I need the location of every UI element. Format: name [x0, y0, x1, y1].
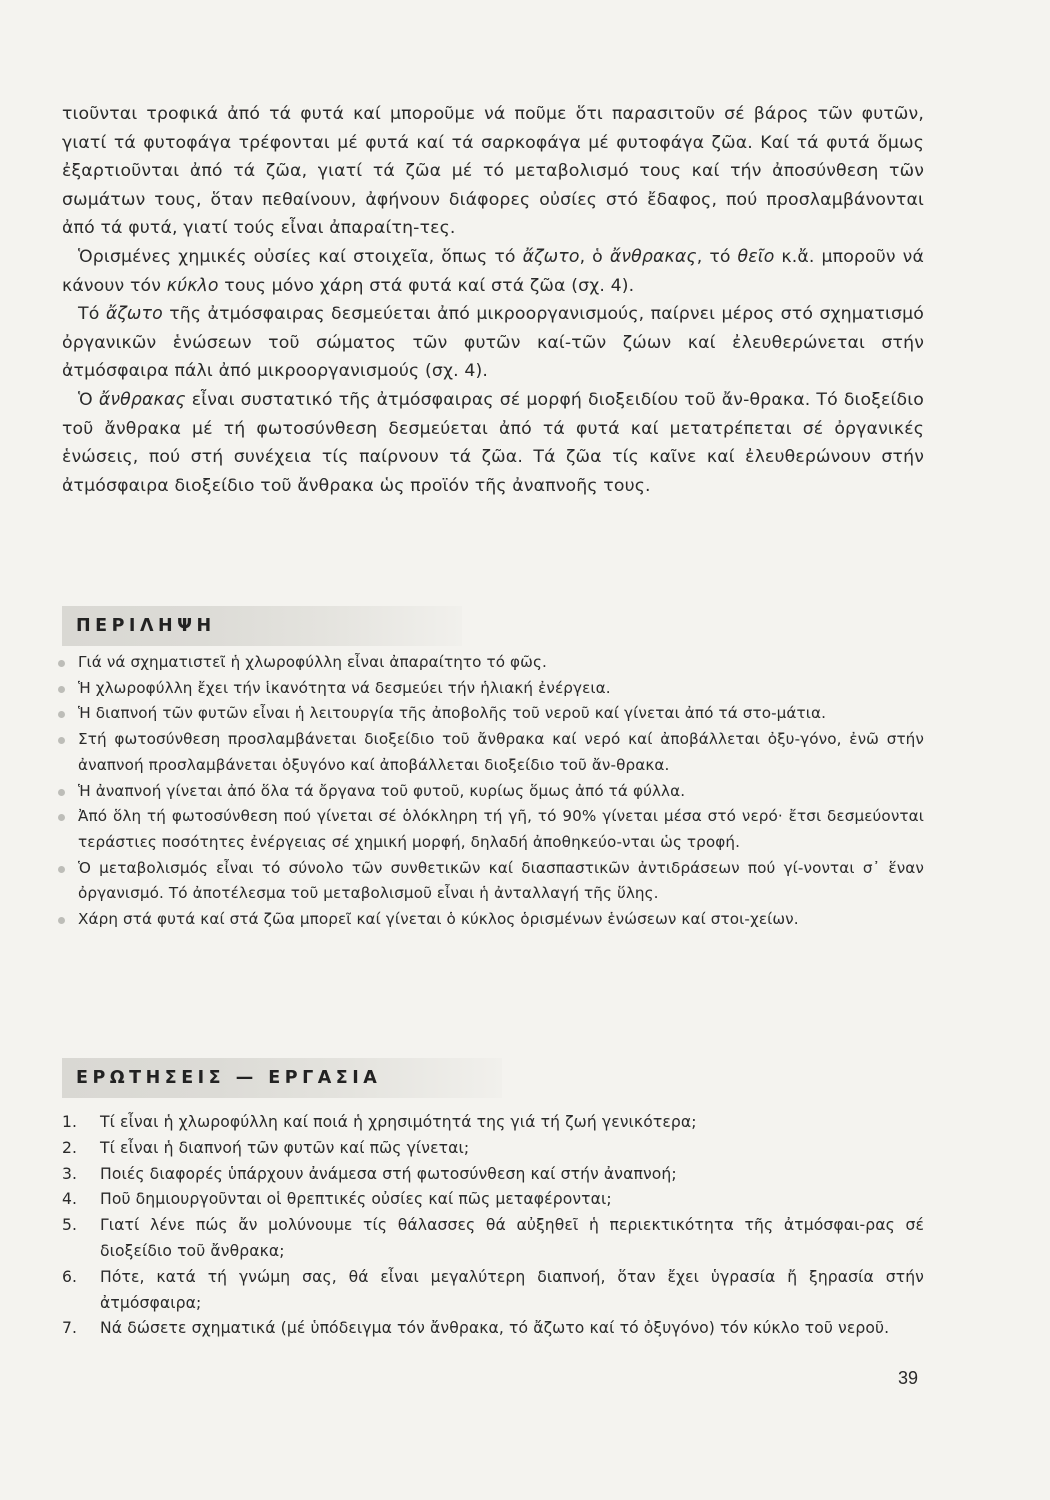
- question-text: Τί εἶναι ἡ διαπνοή τῶν φυτῶν καί πῶς γίνεται;: [100, 1138, 470, 1157]
- summary-item: [62, 779, 924, 805]
- question-text: Πότε, κατά τή γνώμη σας, θά εἶναι μεγαλύτερη διαπνοή, ὅταν ἔχει ὑγρασία ἤ ξηρασία στήν ἀτμόσφαιρα;: [100, 1267, 924, 1312]
- question-number: 3.: [62, 1164, 78, 1183]
- text-run: , ὁ: [579, 246, 610, 267]
- question-item: [62, 1316, 924, 1342]
- summary-item-text: Ὁ μεταβολισμός εἶναι τό σύνολο τῶν συνθετικῶν καί διασπαστικῶν ἀντιδράσεων πού γί-νονται σ᾽ ἕναν ὀργανισμό. Τό ἀποτέλεσμα τοῦ μεταβολισμοῦ εἶναι ἡ ἀνταλλαγή τῆς ὕλης.: [78, 858, 924, 903]
- text-run: , τό: [696, 246, 738, 267]
- italic-term: ἄνθρακας: [98, 389, 186, 410]
- italic-term: ἄζωτο: [105, 304, 163, 325]
- summary-item: [62, 701, 924, 727]
- question-item: [62, 1162, 924, 1188]
- bullet-icon: [58, 660, 65, 667]
- bullet-icon: [58, 789, 65, 796]
- italic-term: θεῖο: [737, 246, 775, 267]
- summary-item: [62, 676, 924, 702]
- question-number: 1.: [62, 1113, 78, 1131]
- summary-item-text: Στή φωτοσύνθεση προσλαμβάνεται διοξείδιο τοῦ ἄνθρακα καί νερό καί ἀποβάλλεται ὀξυ-γόνο, ἐνῶ στήν ἀναπνοή προσλαμβάνεται ὀξυγόνο καί ἀποβάλλεται διοξείδιο τοῦ ἄν-θρακα.: [78, 730, 924, 774]
- bullet-icon: [58, 686, 65, 693]
- summary-item-text: Ἡ διαπνοή τῶν φυτῶν εἶναι ἡ λειτουργία τῆς ἀποβολῆς τοῦ νεροῦ καί γίνεται ἀπό τά στο-μάτια.: [78, 704, 827, 723]
- italic-term: κύκλο: [166, 275, 219, 296]
- bullet-icon: [58, 866, 65, 873]
- bullet-icon: [58, 737, 65, 744]
- bullet-icon: [58, 917, 65, 924]
- question-text: Τί εἶναι ἡ χλωροφύλλη καί ποιά ἡ χρησιμότητά της γιά τή ζωή γενικότερα;: [100, 1113, 697, 1131]
- body-paragraph: [62, 386, 924, 500]
- question-item: [62, 1136, 924, 1162]
- text-run: κ.ἄ. μποροῦν νά κάνουν τόν: [62, 246, 924, 296]
- question-item: [62, 1110, 924, 1136]
- body-paragraph: [62, 243, 924, 300]
- text-run: εἶναι συστατικό τῆς ἀτμόσφαιρας σέ μορφή διοξειδίου τοῦ ἄν-θρακα. Τό διοξείδιο τοῦ ἄνθρακα μέ τή φωτοσύνθεση δεσμεύεται ἀπό τά φυτά καί μετατρέπεται σέ ὀργανικές ἑνώσεις, πού στή συνέχεια τίς παίρνουν τά ζῶα. Τά ζῶα τίς καῖνε καί ἐλευθερώνουν στήν ἀτμόσφαιρα διοξείδιο τοῦ ἄνθρακα ὡς προϊόν τῆς ἀναπνοῆς τους.: [62, 389, 924, 496]
- question-number: 7.: [62, 1319, 78, 1338]
- italic-term: ἄνθρακας: [609, 246, 697, 267]
- question-text: Νά δώσετε σχηματικά (μέ ὑπόδειγμα τόν ἄνθρακα, τό ἄζωτο καί τό ὀξυγόνο) τόν κύκλο τοῦ νεροῦ.: [100, 1319, 890, 1338]
- questions-heading: ΕΡΩΤΗΣΕΙΣ — ΕΡΓΑΣΙΑ: [62, 1058, 502, 1098]
- intro-text: [62, 100, 924, 500]
- summary-item: [62, 856, 924, 907]
- summary-item-text: Ἡ χλωροφύλλη ἔχει τήν ἱκανότητα νά δεσμεύει τήν ἡλιακή ἐνέργεια.: [78, 678, 611, 697]
- question-item: [62, 1265, 924, 1317]
- text-run: Ὁρισμένες χημικές οὐσίες καί στοιχεῖα, ὅπως τό: [78, 246, 523, 267]
- question-text: Γιατί λένε πώς ἄν μολύνουμε τίς θάλασσες θά αὐξηθεῖ ἡ περιεκτικότητα τῆς ἀτμόσφαι-ρας σέ διοξείδιο τοῦ ἄνθρακα;: [100, 1216, 924, 1260]
- question-item: [62, 1213, 924, 1265]
- text-run: Τό: [78, 304, 106, 325]
- text-run: τῆς ἀτμόσφαιρας δεσμεύεται ἀπό μικροοργανισμούς, παίρνει μέρος στό σχηματισμό ὀργανικῶν ἑνώσεων τοῦ σώματος τῶν φυτῶν καί-τῶν ζώων καί ἐλευθερώνεται στήν ἀτμόσφαιρα πάλι ἀπό μικροοργανισμούς (σχ. 4).: [62, 304, 924, 382]
- question-number: 6.: [62, 1267, 78, 1286]
- italic-term: ἄζωτο: [522, 246, 580, 267]
- summary-heading: ΠΕΡΙΛΗΨΗ: [62, 606, 462, 646]
- summary-item-text: Ἀπό ὅλη τή φωτοσύνθεση πού γίνεται σέ ὁλόκληρη τή γῆ, τό 90% γίνεται μέσα στό νερό· ἔτσι δεσμεύονται τεράστιες ποσότητες ἐνέργειας σέ χημική μορφή, δηλαδή ἀποθηκεύο-νται ὡς τροφή.: [78, 807, 924, 851]
- summary-item: [62, 727, 924, 778]
- summary-item-text: Γιά νά σχηματιστεῖ ἡ χλωροφύλλη εἶναι ἀπαραίτητο τό φῶς.: [78, 653, 547, 671]
- summary-item-text: Χάρη στά φυτά καί στά ζῶα μπορεῖ καί γίνεται ὁ κύκλος ὁρισμένων ἑνώσεων καί στοι-χείων.: [78, 910, 799, 929]
- summary-item: [62, 907, 924, 933]
- question-number: 4.: [62, 1190, 78, 1209]
- body-paragraph: [62, 100, 924, 243]
- summary-list: [62, 650, 924, 933]
- question-number: 5.: [62, 1216, 78, 1235]
- questions-list: [62, 1110, 924, 1342]
- text-run: τους μόνο χάρη στά φυτά καί στά ζῶα (σχ. 4).: [218, 275, 635, 296]
- question-item: [62, 1187, 924, 1213]
- text-run: Ὁ: [78, 389, 99, 410]
- question-text: Ποιές διαφορές ὑπάρχουν ἀνάμεσα στή φωτοσύνθεση καί στήν ἀναπνοή;: [100, 1164, 677, 1183]
- page-number: 39: [898, 1368, 919, 1388]
- question-text: Ποῦ δημιουργοῦνται οἱ θρεπτικές οὐσίες καί πῶς μεταφέρονται;: [100, 1190, 612, 1209]
- summary-item: [62, 650, 924, 676]
- summary-item: [62, 804, 924, 855]
- bullet-icon: [58, 814, 65, 821]
- bullet-icon: [58, 711, 65, 718]
- text-run: τιοῦνται τροφικά ἀπό τά φυτά καί μποροῦμε νά ποῦμε ὅτι παρασιτοῦν σέ βάρος τῶν φυτῶν, γιατί τά φυτοφάγα τρέφονται μέ φυτά καί τά σαρκοφάγα μέ φυτοφάγα ζῶα. Καί τά φυτά ὅμως ἐξαρτιοῦνται ἀπό τά ζῶα, γιατί τά ζῶα μέ τό μεταβολισμό τους καί τήν ἀποσύνθεση τῶν σωμάτων τους, ὅταν πεθαίνουν, ἀφήνουν διάφορες οὐσίες στό ἔδαφος, πού προσλαμβάνονται ἀπό τά φυτά, γιατί τούς εἶναι ἀπαραίτη-τες.: [62, 104, 924, 239]
- summary-item-text: Ἡ ἀναπνοή γίνεται ἀπό ὅλα τά ὄργανα τοῦ φυτοῦ, κυρίως ὅμως ἀπό τά φύλλα.: [78, 781, 686, 800]
- question-number: 2.: [62, 1138, 78, 1157]
- body-paragraph: [62, 300, 924, 386]
